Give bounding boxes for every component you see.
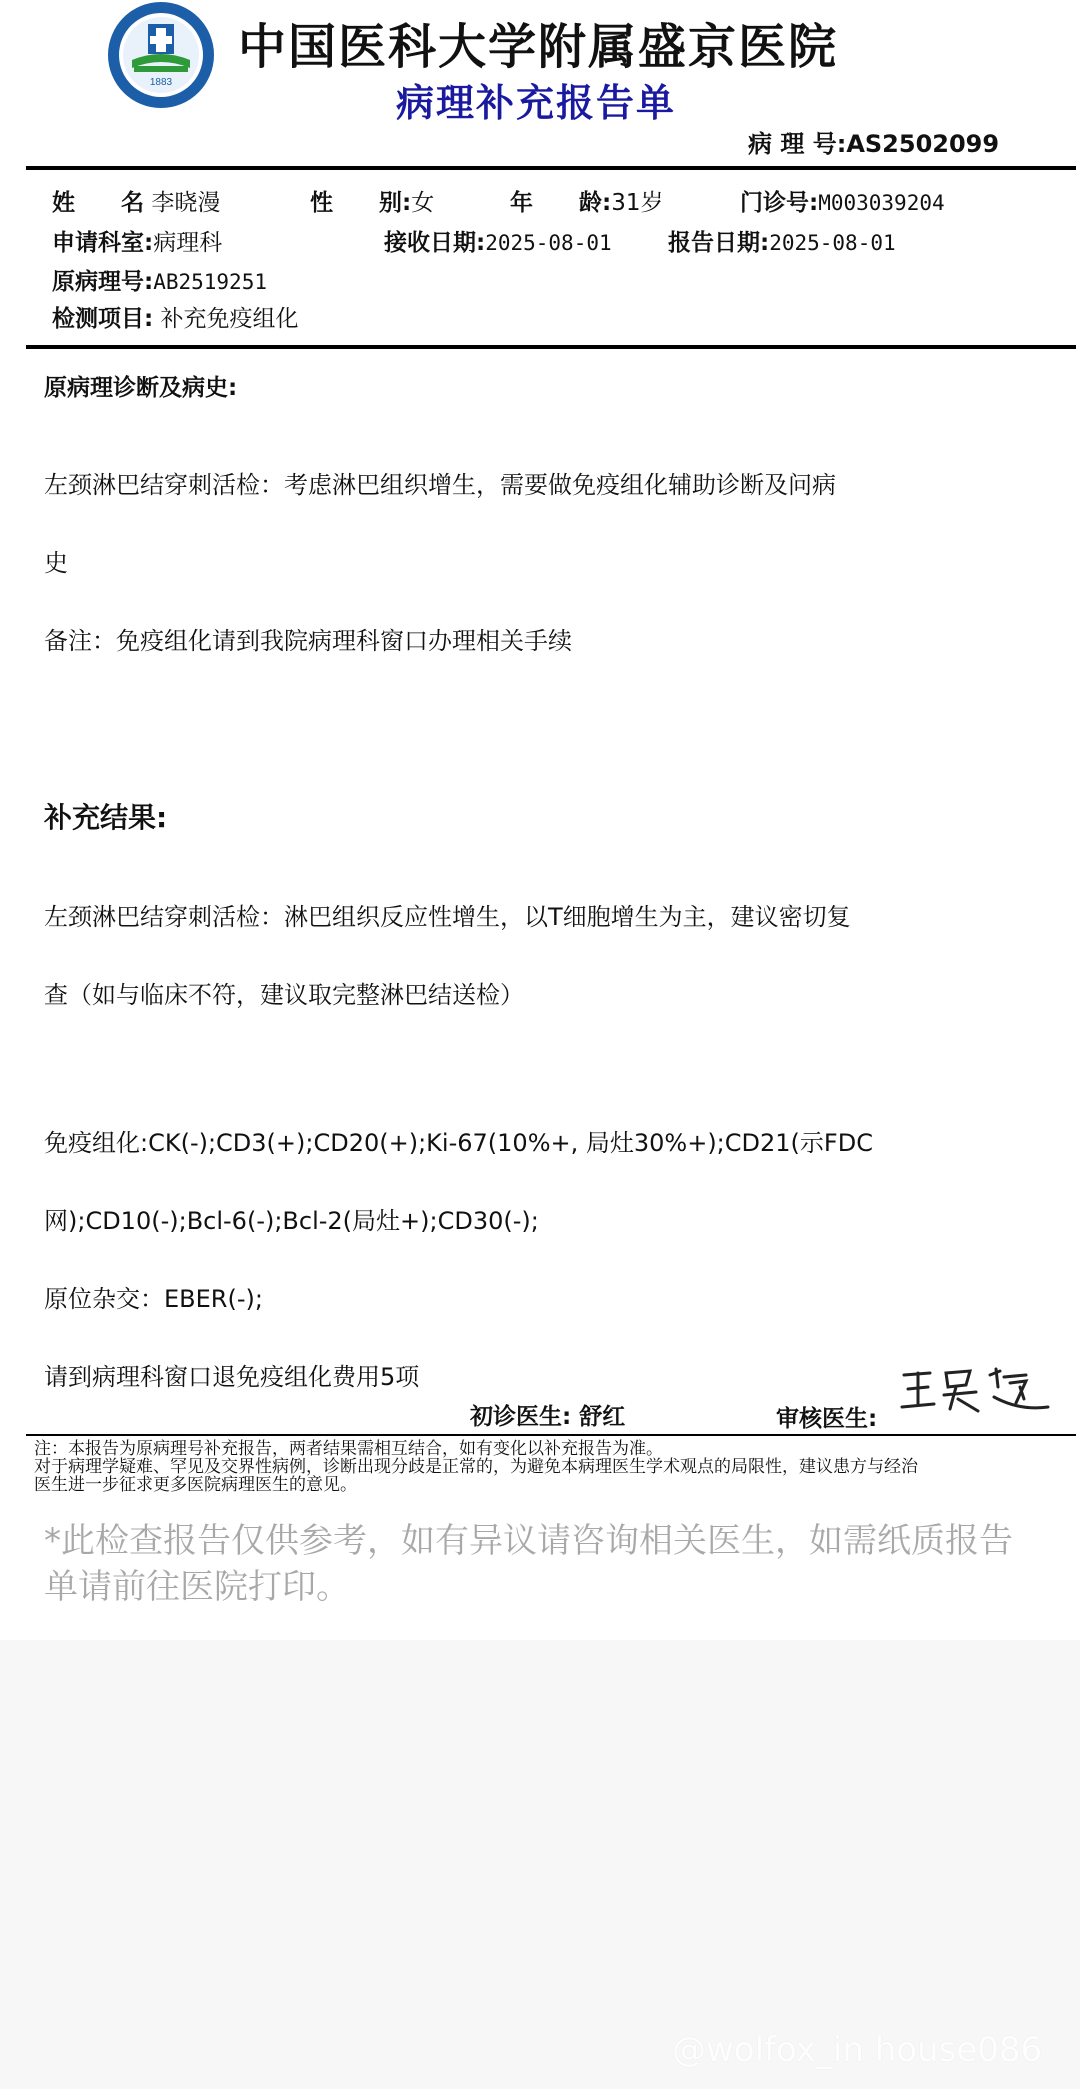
note-line-2: 对于病理学疑难、罕见及交界性病例，诊断出现分歧是正常的，为避免本病理医生学术观点的局限性，建议患方与经治 [34, 1457, 918, 1477]
report-date-value: 2025-08-01 [769, 231, 896, 255]
patient-age-label: 年 龄: [510, 190, 612, 216]
patient-name-label: 姓 名 [52, 190, 144, 216]
original-pathology-number [52, 263, 267, 296]
result-line-5: 原位杂交：EBER(-); [44, 1285, 263, 1313]
initial-doctor [470, 1398, 625, 1431]
patient-sex-value: 女 [411, 190, 435, 216]
test-item-label: 检测项目: [52, 306, 154, 332]
report-date-label: 报告日期: [668, 230, 770, 256]
patient-age-value: 31岁 [611, 190, 664, 216]
report-notes [34, 1440, 1064, 1494]
initial-doctor-value: 舒红 [579, 1404, 626, 1430]
clinic-number [740, 184, 945, 217]
result-line-6: 请到病理科窗口退免疫组化费用5项 [44, 1363, 420, 1391]
patient-sex [310, 184, 434, 217]
request-dept-label: 申请科室: [52, 230, 154, 256]
clinic-number-label: 门诊号: [740, 190, 819, 216]
hospital-logo-icon [106, 0, 216, 110]
review-doctor-signature-icon [900, 1365, 1050, 1417]
test-item-value: 补充免疫组化 [160, 306, 299, 332]
initial-doctor-label: 初诊医生: [470, 1404, 572, 1430]
result-line-2: 查（如与临床不符，建议取完整淋巴结送检） [44, 981, 524, 1009]
result-line-1: 左颈淋巴结穿刺活检：淋巴组织反应性增生，以T细胞增生为主，建议密切复 [44, 903, 851, 931]
result-text [44, 852, 924, 1442]
original-pathology-number-value: AB2519251 [153, 270, 267, 294]
patient-name [52, 184, 220, 217]
clinic-number-value: M003039204 [818, 191, 945, 215]
result-title: 补充结果: [44, 801, 168, 834]
history-text [44, 420, 924, 706]
patient-name-value: 李晓漫 [151, 190, 221, 216]
divider-info [26, 345, 1076, 349]
result-line-4: 网);CD10(-);Bcl-6(-);Bcl-2(局灶+);CD30(-); [44, 1207, 539, 1235]
received-date-label: 接收日期: [384, 230, 486, 256]
patient-sex-label: 性 别: [310, 190, 412, 216]
result-line-3: 免疫组化:CK(-);CD3(+);CD20(+);Ki-67(10%+, 局灶30%+);CD21(示FDC [44, 1129, 873, 1157]
original-pathology-number-label: 原病理号: [52, 269, 154, 295]
received-date-value: 2025-08-01 [485, 231, 612, 255]
report-date [668, 224, 896, 257]
test-item [52, 300, 299, 333]
received-date [384, 224, 612, 257]
watermark: @wolfox_in house086 [672, 2030, 1043, 2070]
history-line-1: 左颈淋巴结穿刺活检：考虑淋巴组织增生，需要做免疫组化辅助诊断及问病 [44, 471, 836, 499]
history-title: 原病理诊断及病史: [44, 375, 238, 401]
request-dept-value: 病理科 [153, 230, 223, 256]
note-line-1: 注：本报告为原病理号补充报告，两者结果需相互结合，如有变化以补充报告为准。 [34, 1439, 663, 1459]
request-dept [52, 224, 222, 257]
pathology-number-value: AS2502099 [846, 130, 1000, 158]
divider-top [26, 166, 1076, 170]
pathology-number-label: 病 理 号: [748, 130, 847, 158]
report-title: 病理补充报告单 [396, 81, 677, 125]
note-line-3: 医生进一步征求更多医院病理医生的意见。 [34, 1475, 357, 1495]
history-line-3: 备注：免疫组化请到我院病理科窗口办理相关手续 [44, 627, 572, 655]
hospital-name: 中国医科大学附属盛京医院 [238, 19, 839, 75]
logo-year: 1883 [149, 77, 173, 88]
pathology-number [748, 124, 999, 159]
review-doctor-label: 审核医生: [776, 1406, 878, 1432]
history-line-2: 史 [44, 549, 68, 577]
divider-bottom [26, 1434, 1076, 1436]
patient-age [510, 184, 663, 217]
disclaimer-text: *此检查报告仅供参考，如有异议请咨询相关医生，如需纸质报告单请前往医院打印。 [44, 1521, 1013, 1607]
